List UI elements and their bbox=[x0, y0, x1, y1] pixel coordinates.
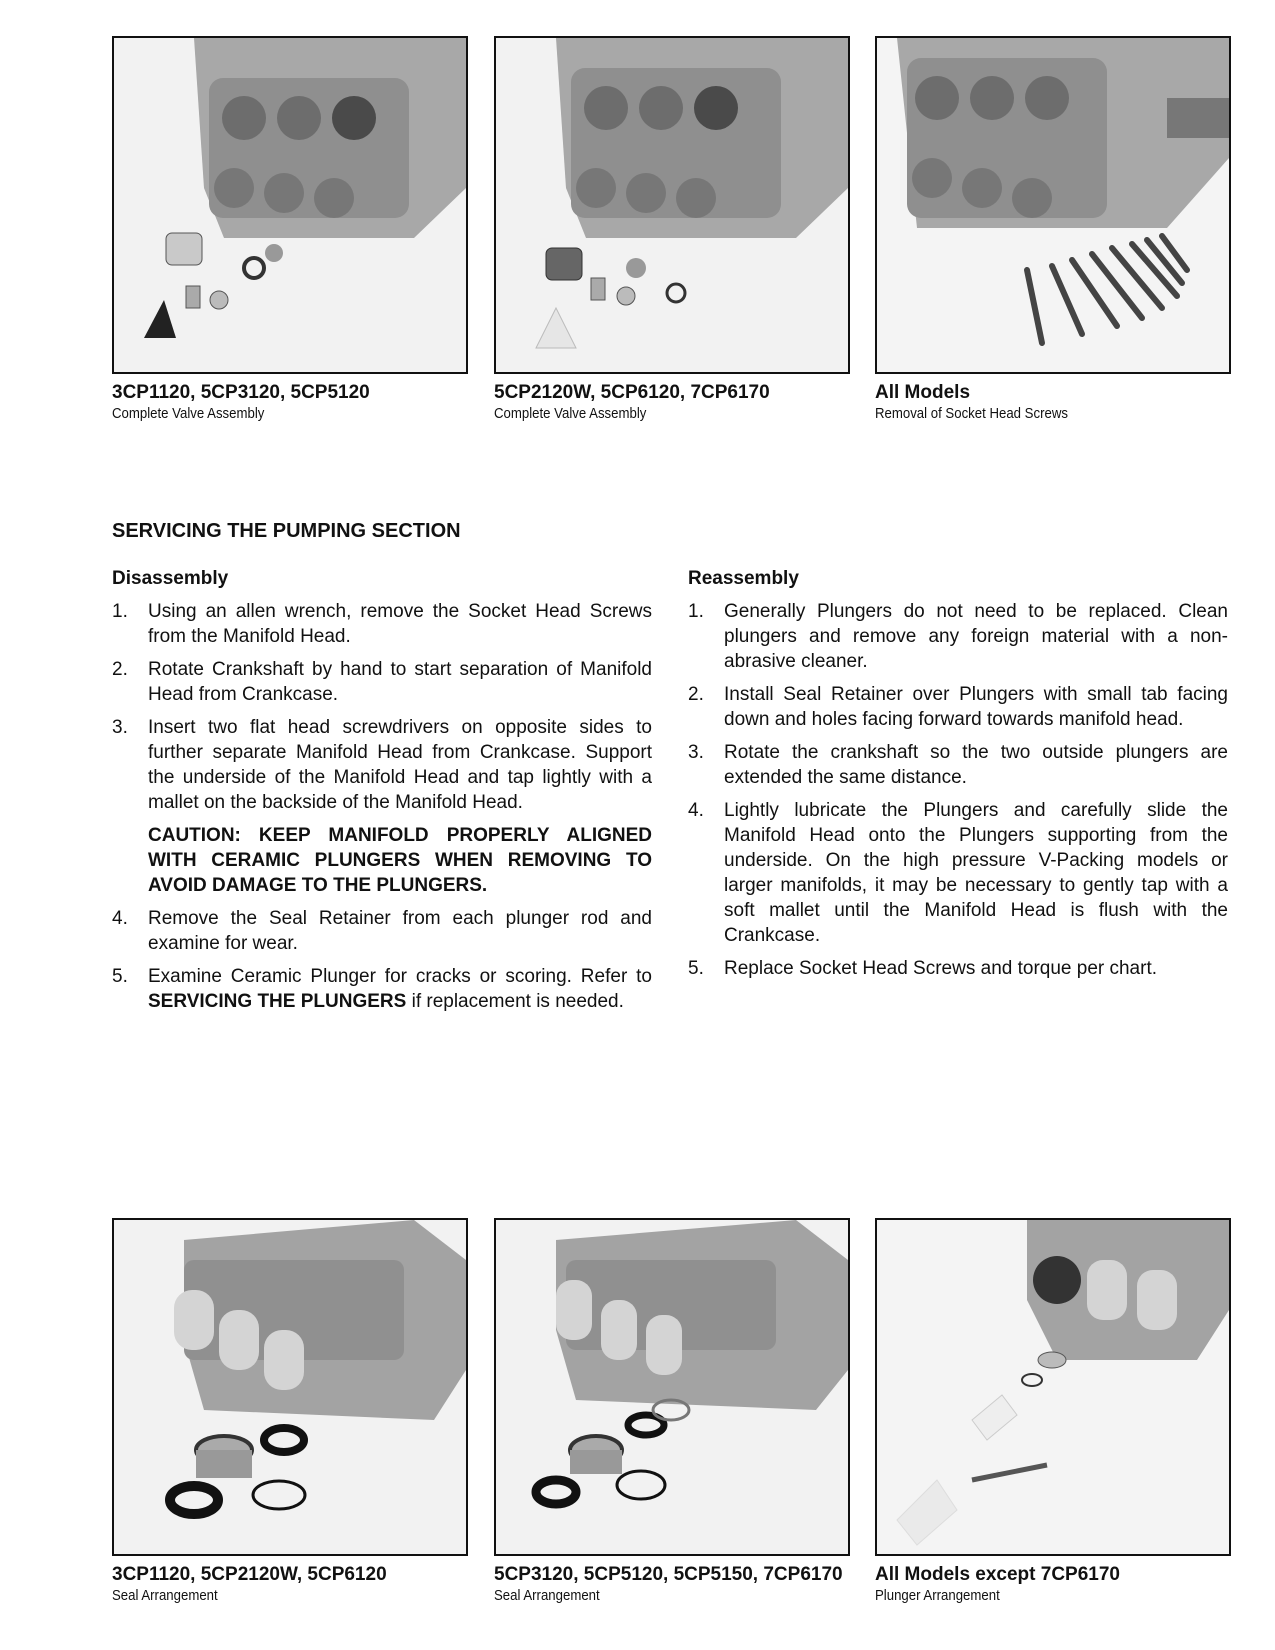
step-text-before: Examine Ceramic Plunger for cracks or scoring. Refer to bbox=[148, 966, 652, 987]
step-text: Remove the Seal Retainer from each plunger rod and examine for wear. bbox=[148, 908, 652, 954]
step-number: 4. bbox=[688, 800, 704, 821]
section-title: SERVICING THE PUMPING SECTION bbox=[112, 520, 461, 542]
figure-seal-arrangement-2 bbox=[494, 1218, 850, 1606]
step-number: 2. bbox=[112, 659, 128, 680]
list-item bbox=[688, 599, 1228, 674]
figure-title: 3CP1120, 5CP3120, 5CP5120 bbox=[112, 382, 370, 403]
step-number: 5. bbox=[112, 966, 128, 987]
figure-socket-screws bbox=[875, 36, 1231, 424]
list-item bbox=[112, 599, 652, 649]
pump-valve-image bbox=[496, 38, 848, 372]
reassembly-column bbox=[688, 566, 1228, 989]
step-number: 1. bbox=[688, 601, 704, 622]
figure-caption: Complete Valve Assembly bbox=[494, 405, 647, 422]
disassembly-steps-continued bbox=[112, 906, 652, 1014]
pump-photo bbox=[112, 36, 468, 374]
list-item bbox=[112, 715, 652, 815]
step-number: 5. bbox=[688, 958, 704, 979]
list-item bbox=[688, 798, 1228, 948]
step-number: 3. bbox=[112, 717, 128, 738]
disassembly-steps bbox=[112, 599, 652, 815]
disassembly-heading: Disassembly bbox=[112, 568, 229, 589]
reassembly-steps bbox=[688, 599, 1228, 981]
top-figure-row bbox=[0, 36, 1275, 422]
seal-arrangement-image bbox=[114, 1220, 466, 1554]
pump-photo bbox=[875, 36, 1231, 374]
figure-caption: Seal Arrangement bbox=[112, 1587, 218, 1604]
step-text: Rotate the crankshaft so the two outside plungers are extended the same distance. bbox=[724, 742, 1228, 788]
figure-title: 3CP1120, 5CP2120W, 5CP6120 bbox=[112, 1564, 387, 1585]
list-item bbox=[112, 657, 652, 707]
step-text: Insert two flat head screwdrivers on opposite sides to further separate Manifold Head from Crankcase. Support the underside of the Manifold Head and tap lightly with a mallet on the backside of the Manifold Head. bbox=[148, 717, 652, 813]
list-item bbox=[688, 740, 1228, 790]
reassembly-heading: Reassembly bbox=[688, 568, 799, 589]
bottom-figure-row bbox=[0, 1218, 1275, 1638]
list-item bbox=[688, 956, 1228, 981]
step-text: Rotate Crankshaft by hand to start separation of Manifold Head from Crankcase. bbox=[148, 659, 652, 705]
figure-title: 5CP2120W, 5CP6120, 7CP6170 bbox=[494, 382, 770, 403]
step-text: Generally Plungers do not need to be replaced. Clean plungers and remove any foreign material with a non-abrasive cleaner. bbox=[724, 601, 1228, 672]
figure-caption: Seal Arrangement bbox=[494, 1587, 600, 1604]
list-item bbox=[112, 964, 652, 1014]
figure-caption: Removal of Socket Head Screws bbox=[875, 405, 1068, 422]
pump-photo bbox=[494, 36, 850, 374]
list-item bbox=[688, 682, 1228, 732]
figure-caption: Complete Valve Assembly bbox=[112, 405, 265, 422]
step-text: Lightly lubricate the Plungers and carefully slide the Manifold Head onto the Plungers supporting from the underside. On the high pressure V-Packing models or larger manifolds, it may be necessary to gently tap with a soft mallet until the Manifold Head is flush with the Crankcase. bbox=[724, 800, 1228, 946]
figure-title: All Models bbox=[875, 382, 971, 403]
pump-photo bbox=[112, 1218, 468, 1556]
step-text: Replace Socket Head Screws and torque per chart. bbox=[724, 958, 1158, 979]
seal-arrangement-image bbox=[496, 1220, 848, 1554]
cross-reference: SERVICING THE PLUNGERS bbox=[148, 991, 407, 1012]
step-text: Using an allen wrench, remove the Socket Head Screws from the Manifold Head. bbox=[148, 601, 652, 647]
step-number: 1. bbox=[112, 601, 128, 622]
plunger-arrangement-image bbox=[877, 1220, 1229, 1554]
step-text-after: if replacement is needed. bbox=[406, 991, 624, 1012]
figure-title: 5CP3120, 5CP5120, 5CP5150, 7CP6170 bbox=[494, 1564, 843, 1585]
pump-photo bbox=[875, 1218, 1231, 1556]
figure-title: All Models except 7CP6170 bbox=[875, 1564, 1120, 1585]
pump-screws-image bbox=[877, 38, 1229, 372]
pump-photo bbox=[494, 1218, 850, 1556]
figure-plunger-arrangement bbox=[875, 1218, 1231, 1606]
step-number: 2. bbox=[688, 684, 704, 705]
figure-valve-assembly-1 bbox=[112, 36, 468, 424]
figure-caption: Plunger Arrangement bbox=[875, 1587, 1000, 1604]
figure-valve-assembly-2 bbox=[494, 36, 850, 424]
caution-text: CAUTION: KEEP MANIFOLD PROPERLY ALIGNED WITH CERAMIC PLUNGERS WHEN REMOVING TO AVOID DAMAGE TO THE PLUNGERS. bbox=[148, 825, 652, 896]
step-text: Install Seal Retainer over Plungers with small tab facing down and holes facing forward towards manifold head. bbox=[724, 684, 1228, 730]
list-item bbox=[112, 906, 652, 956]
step-number: 3. bbox=[688, 742, 704, 763]
pump-valve-image bbox=[114, 38, 466, 372]
disassembly-column bbox=[112, 566, 652, 1022]
step-number: 4. bbox=[112, 908, 128, 929]
figure-seal-arrangement-1 bbox=[112, 1218, 468, 1606]
